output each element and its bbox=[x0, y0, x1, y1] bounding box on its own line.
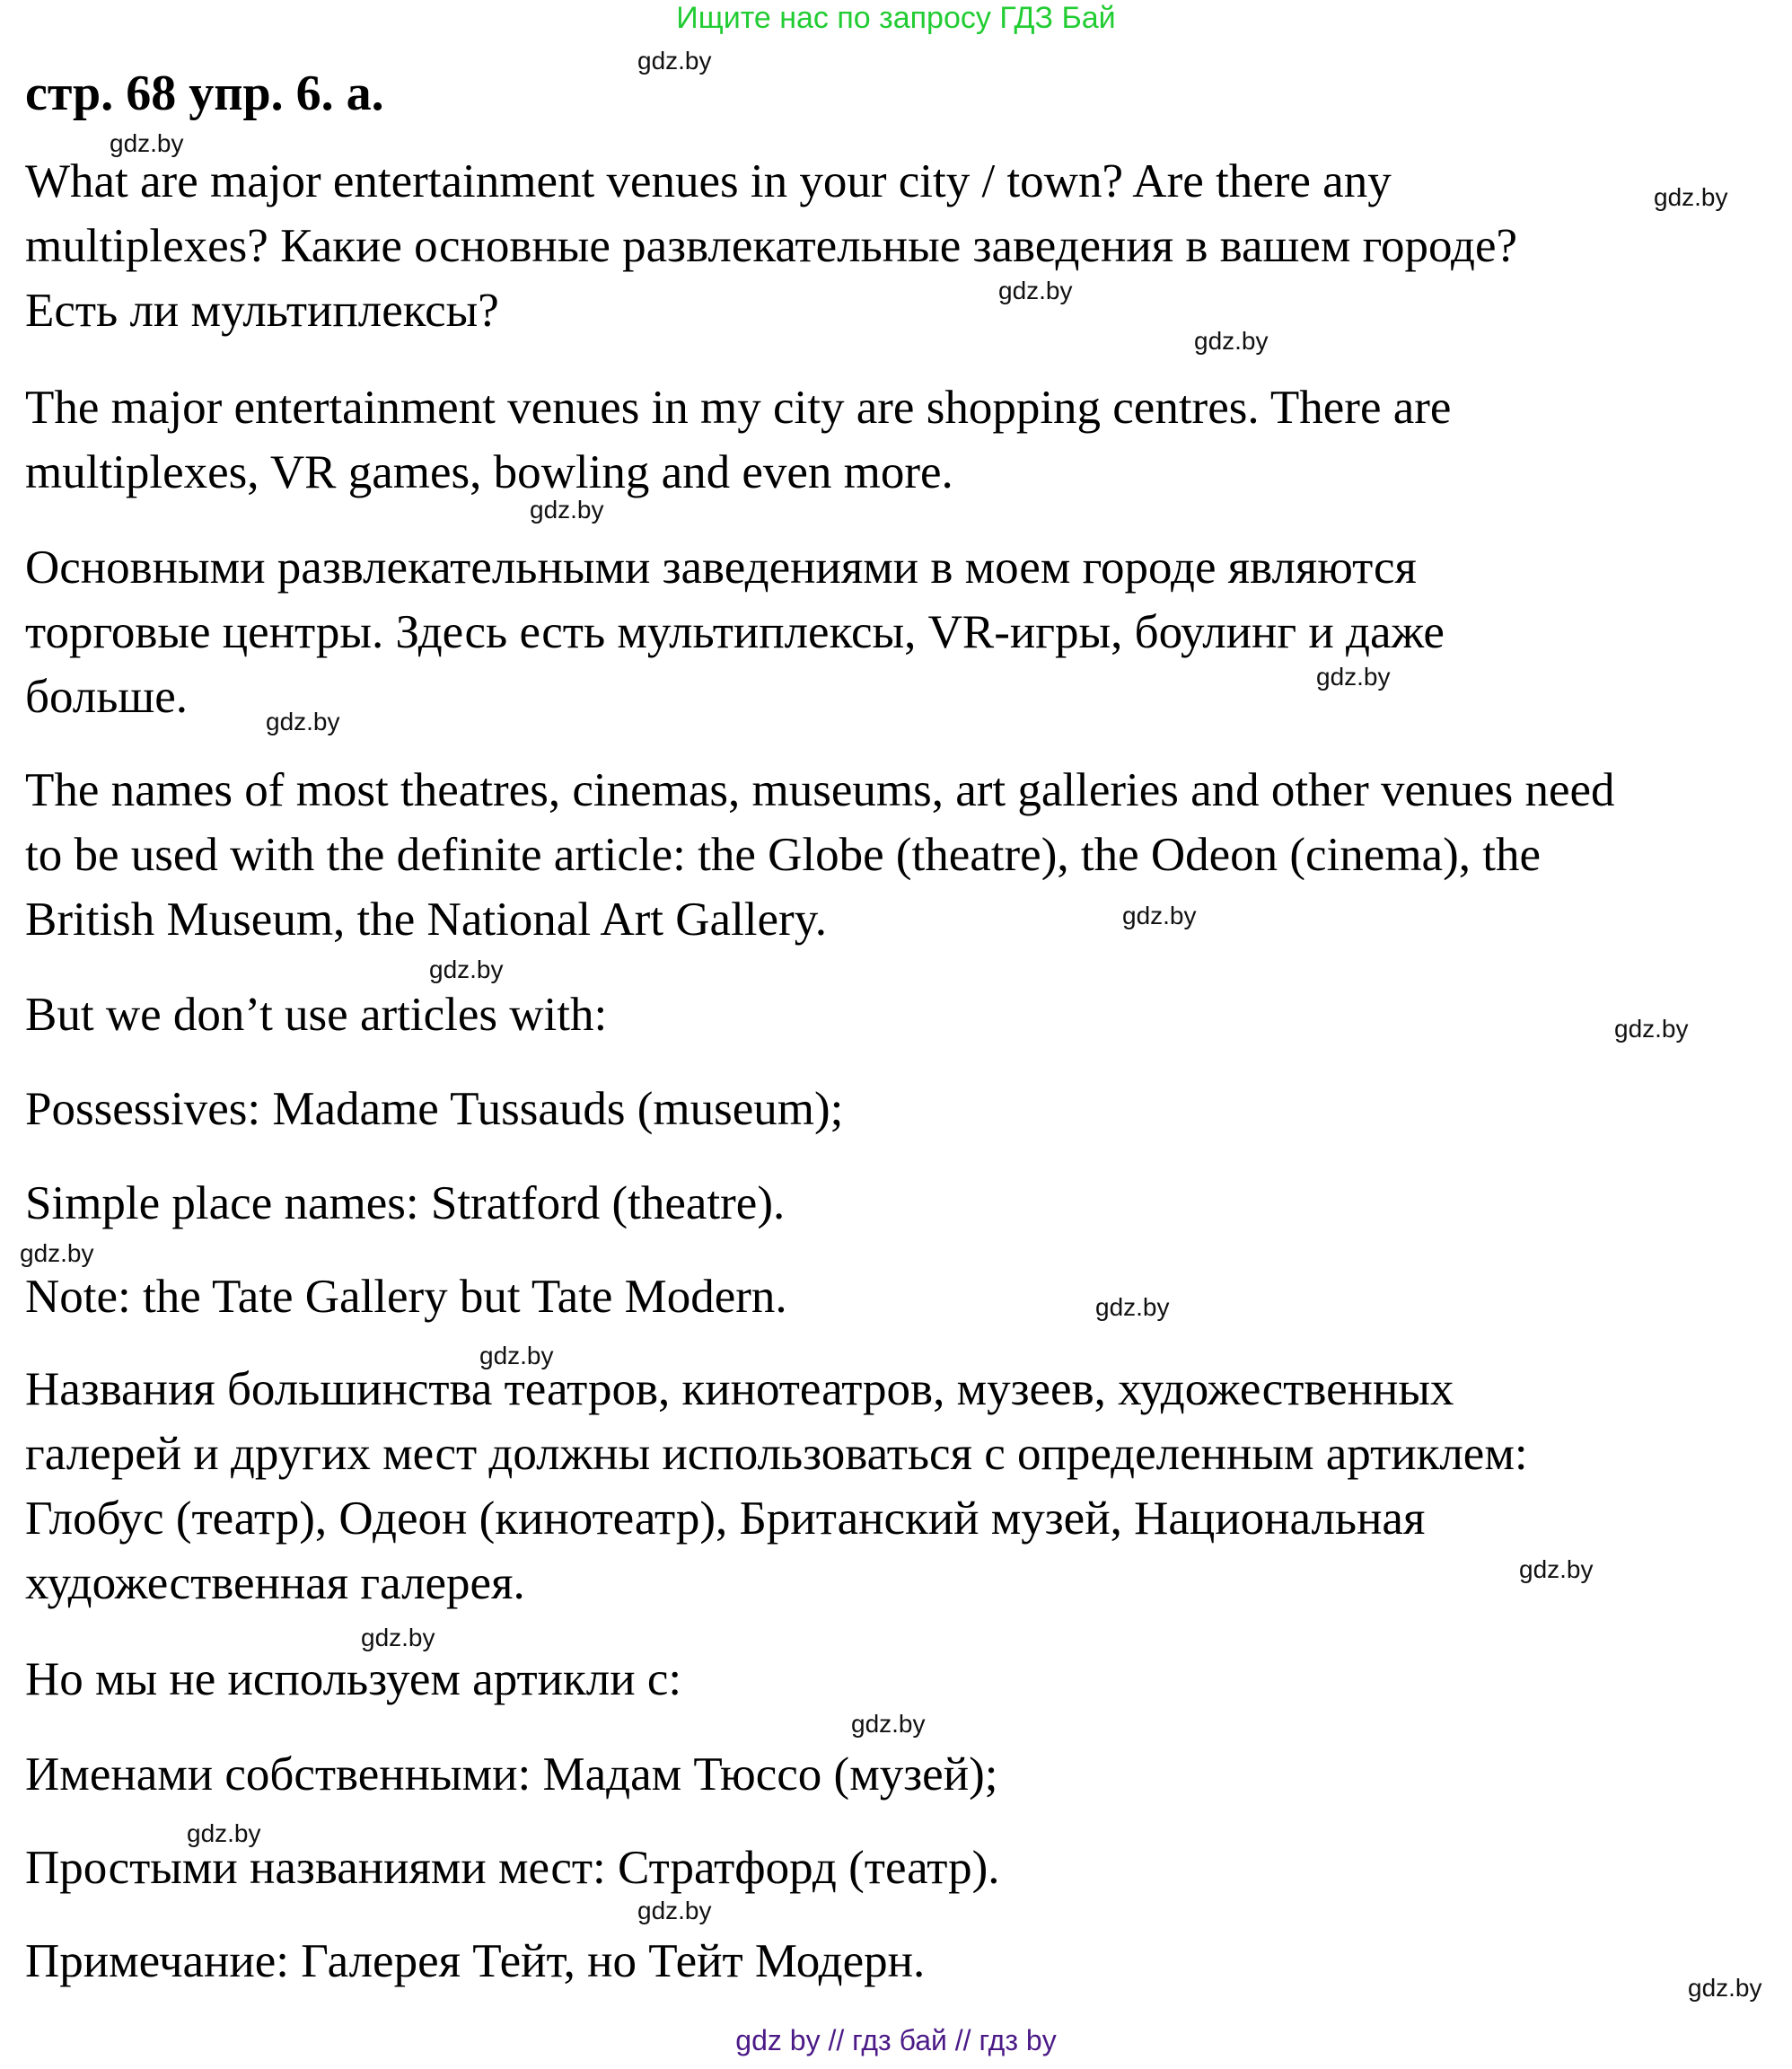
watermark: gdz.by bbox=[187, 1819, 261, 1847]
note-en-line-6: Simple place names: Stratford (theatre). bbox=[25, 1177, 786, 1229]
watermark: gdz.by bbox=[998, 277, 1073, 304]
watermark: gdz.by bbox=[1654, 183, 1728, 211]
answer-en-line-1: The major entertainment venues in my city are shopping centres. There are bbox=[25, 382, 1452, 434]
watermark: gdz.by bbox=[637, 47, 712, 75]
watermark: gdz.by bbox=[1688, 1974, 1762, 2002]
note-ru-line-7: Простыми названиями мест: Стратфорд (театр). bbox=[25, 1842, 1000, 1894]
watermark: gdz.by bbox=[851, 1710, 926, 1738]
watermark: gdz.by bbox=[110, 129, 184, 157]
note-ru-line-2: галерей и других мест должны использоваться с определенным артиклем: bbox=[25, 1428, 1528, 1480]
note-ru-line-3: Глобус (театр), Одеон (кинотеатр), Британский музей, Национальная bbox=[25, 1492, 1426, 1545]
note-en-line-4: But we don’t use articles with: bbox=[25, 989, 608, 1041]
answer-ru-line-3: больше. bbox=[25, 671, 188, 723]
note-en-line-2: to be used with the definite article: the Globe (theatre), the Odeon (cinema), the bbox=[25, 829, 1541, 881]
watermark: gdz.by bbox=[361, 1624, 435, 1651]
page-title: стр. 68 упр. 6. а. bbox=[25, 66, 384, 121]
watermark: gdz.by bbox=[479, 1342, 554, 1369]
answer-en-line-2: multiplexes, VR games, bowling and even more. bbox=[25, 446, 953, 498]
answer-ru-line-2: торговые центры. Здесь есть мультиплексы, VR-игры, боулинг и даже bbox=[25, 606, 1445, 658]
question-line-3: Есть ли мультиплексы? bbox=[25, 285, 499, 337]
watermark: gdz.by bbox=[266, 708, 340, 735]
watermark: gdz.by bbox=[1519, 1555, 1594, 1583]
note-ru-line-5: Но мы не используем артикли с: bbox=[25, 1653, 682, 1705]
question-line-2: multiplexes? Какие основные развлекательные заведения в вашем городе? bbox=[25, 220, 1518, 272]
watermark: gdz.by bbox=[530, 496, 604, 524]
watermark: gdz.by bbox=[1614, 1015, 1689, 1043]
note-en-line-3: British Museum, the National Art Gallery. bbox=[25, 894, 828, 946]
note-ru-line-1: Названия большинства театров, кинотеатров, музеев, художественных bbox=[25, 1363, 1454, 1415]
note-ru-line-8: Примечание: Галерея Тейт, но Тейт Модерн. bbox=[25, 1935, 926, 1987]
note-ru-line-4: художественная галерея. bbox=[25, 1557, 525, 1609]
watermark: gdz.by bbox=[1194, 327, 1269, 355]
note-en-line-7: Note: the Tate Gallery but Tate Modern. bbox=[25, 1271, 787, 1323]
question-line-1: What are major entertainment venues in your city / town? Are there any bbox=[25, 155, 1392, 207]
note-en-line-5: Possessives: Madame Tussauds (museum); bbox=[25, 1083, 844, 1135]
note-en-line-1: The names of most theatres, cinemas, museums, art galleries and other venues need bbox=[25, 764, 1615, 816]
watermark: gdz.by bbox=[1316, 663, 1391, 691]
watermark: gdz.by bbox=[429, 955, 504, 983]
watermark: gdz.by bbox=[1095, 1293, 1170, 1321]
watermark: gdz.by bbox=[1122, 902, 1197, 929]
watermark: gdz.by bbox=[20, 1239, 94, 1267]
answer-ru-line-1: Основными развлекательными заведениями в моем городе являются bbox=[25, 541, 1417, 594]
search-hint-banner: Ищите нас по запросу ГДЗ Бай bbox=[676, 1, 1116, 35]
footer-links[interactable]: gdz by // гдз бай // гдз by bbox=[735, 2024, 1057, 2056]
note-ru-line-6: Именами собственными: Мадам Тюссо (музей); bbox=[25, 1748, 998, 1800]
watermark: gdz.by bbox=[637, 1897, 712, 1924]
